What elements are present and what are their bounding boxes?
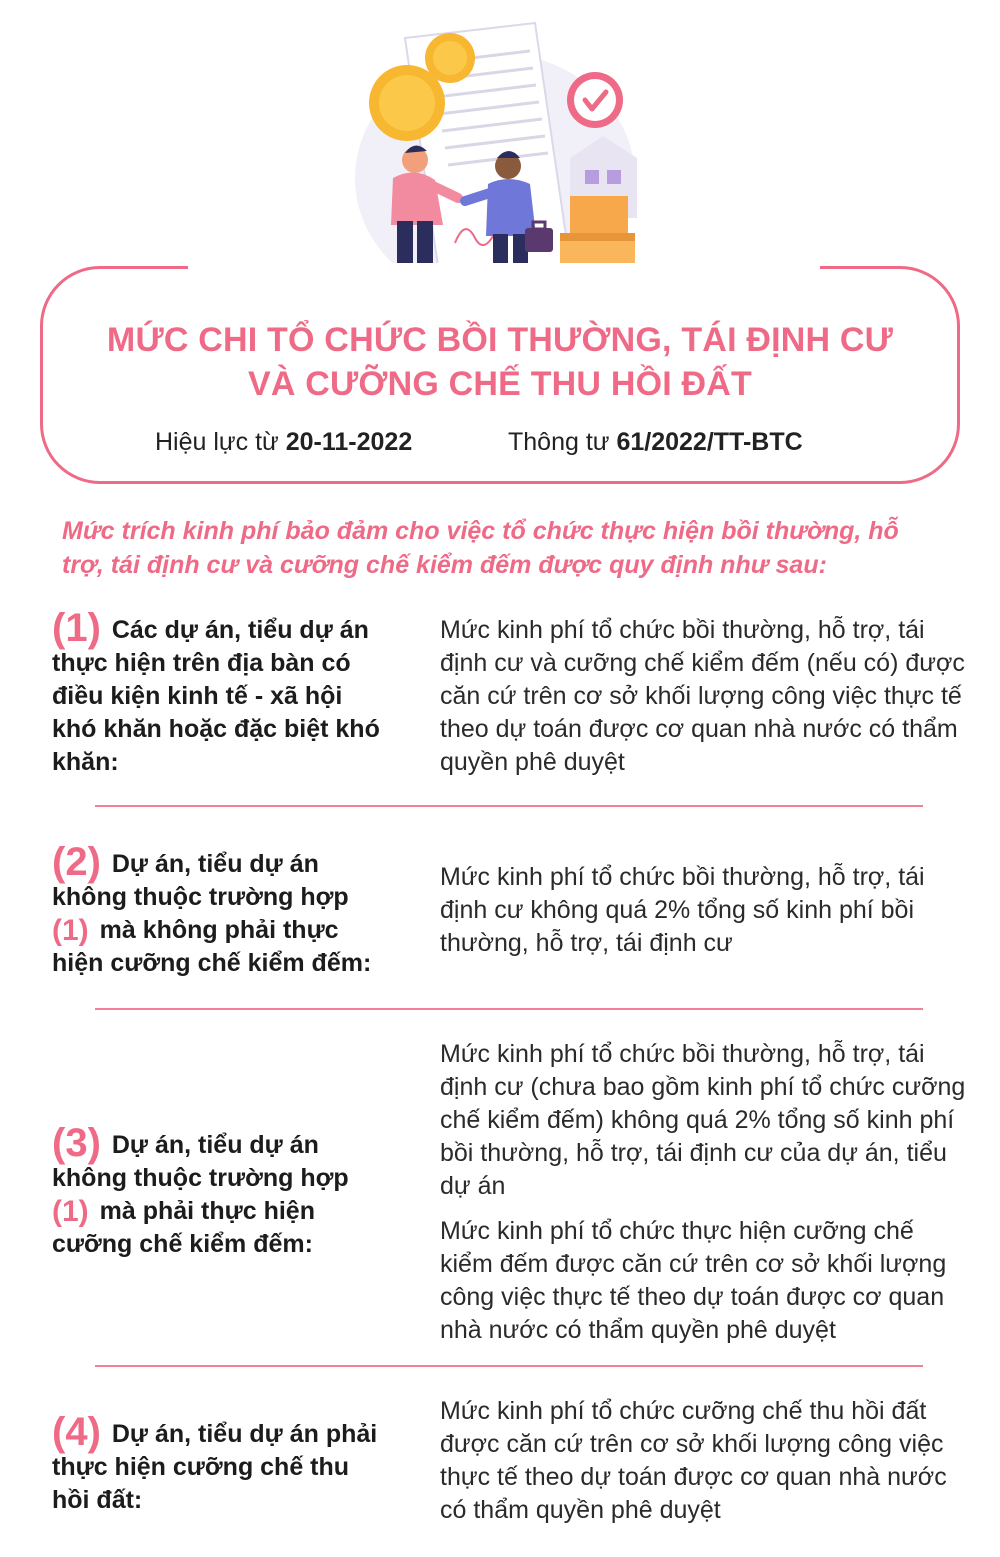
item-2-title [52, 840, 392, 980]
title-line-1: MỨC CHI TỔ CHỨC BỒI THƯỜNG, TÁI ĐỊNH CƯ [106, 321, 894, 359]
check-icon [567, 72, 623, 128]
item-4-description [440, 1395, 970, 1527]
item-3-ref: (1) [52, 1195, 89, 1228]
divider [95, 1008, 923, 1010]
item-1-title [52, 606, 392, 779]
title-line-2: VÀ CƯỠNG CHẾ THU HỒI ĐẤT [247, 365, 752, 403]
divider [95, 1365, 923, 1367]
item-3-description [440, 1038, 970, 1347]
effective-label: Hiệu lực từ [155, 428, 279, 456]
item-1-description [440, 614, 970, 779]
item-1-title-text: Các dự án, tiểu dự án thực hiện trên địa bàn có điều kiện kinh tế - xã hội khó khăn hoặc đặc biệt khó khăn: [52, 616, 380, 776]
item-3-paragraph-2: Mức kinh phí tổ chức thực hiện cưỡng chế kiểm đếm được căn cứ trên cơ sở khối lượng công việc thực tế theo dự toán được cơ quan nhà nước có thẩm quyền phê duyệt [440, 1217, 947, 1344]
item-2-paragraph: Mức kinh phí tổ chức bồi thường, hỗ trợ, tái định cư không quá 2% tổng số kinh phí bồi thường, hỗ trợ, tái định cư [440, 863, 925, 957]
item-3-number: (3) [52, 1121, 101, 1165]
intro-text: Mức trích kinh phí bảo đảm cho việc tổ chức thực hiện bồi thường, hỗ trợ, tái định cư và cưỡng chế kiểm đếm được quy định như sau: [62, 517, 899, 579]
item-4-title [52, 1410, 392, 1517]
item-3-title [52, 1121, 392, 1261]
item-2-ref: (1) [52, 914, 89, 947]
item-4-title-text: Dự án, tiểu dự án phải thực hiện cưỡng chế thu hồi đất: [52, 1420, 378, 1514]
divider [95, 805, 923, 807]
effective-date-value: 20-11-2022 [285, 428, 413, 456]
item-3-paragraph-1: Mức kinh phí tổ chức bồi thường, hỗ trợ, tái định cư (chưa bao gồm kinh phí tổ chức cưỡng chế kiểm đếm) không quá 2% tổng số kinh phí bồi thường, hỗ trợ, tái định cư của dự án, tiểu dự án [440, 1040, 966, 1200]
item-3-title-a: Dự án, tiểu dự án không thuộc trường hợp [52, 1131, 349, 1192]
circular-label: Thông tư [508, 428, 610, 456]
item-2-description [440, 861, 970, 960]
item-2-title-a: Dự án, tiểu dự án không thuộc trường hợp [52, 850, 349, 911]
effective-date [155, 428, 412, 457]
item-2-number: (2) [52, 840, 101, 884]
item-3-title-b: mà phải thực hiện cưỡng chế kiểm đếm: [52, 1197, 315, 1258]
item-2-title-b: mà không phải thực hiện cưỡng chế kiểm đếm: [52, 916, 372, 977]
item-1-number: (1) [52, 606, 101, 650]
item-1-paragraph: Mức kinh phí tổ chức bồi thường, hỗ trợ, tái định cư và cưỡng chế kiểm đếm (nếu có) được căn cứ trên cơ sở khối lượng công việc thực tế theo dự toán được cơ quan nhà nước có thẩm quyền phê duyệt [440, 616, 965, 776]
circular-number [508, 428, 803, 457]
circular-number-value: 61/2022/TT-BTC [616, 428, 803, 456]
item-4-number: (4) [52, 1410, 101, 1454]
page-title [0, 318, 1000, 406]
item-4-paragraph: Mức kinh phí tổ chức cưỡng chế thu hồi đất được căn cứ trên cơ sở khối lượng công việc thực tế theo dự toán được cơ quan nhà nước có thẩm quyền phê duyệt [440, 1397, 947, 1524]
